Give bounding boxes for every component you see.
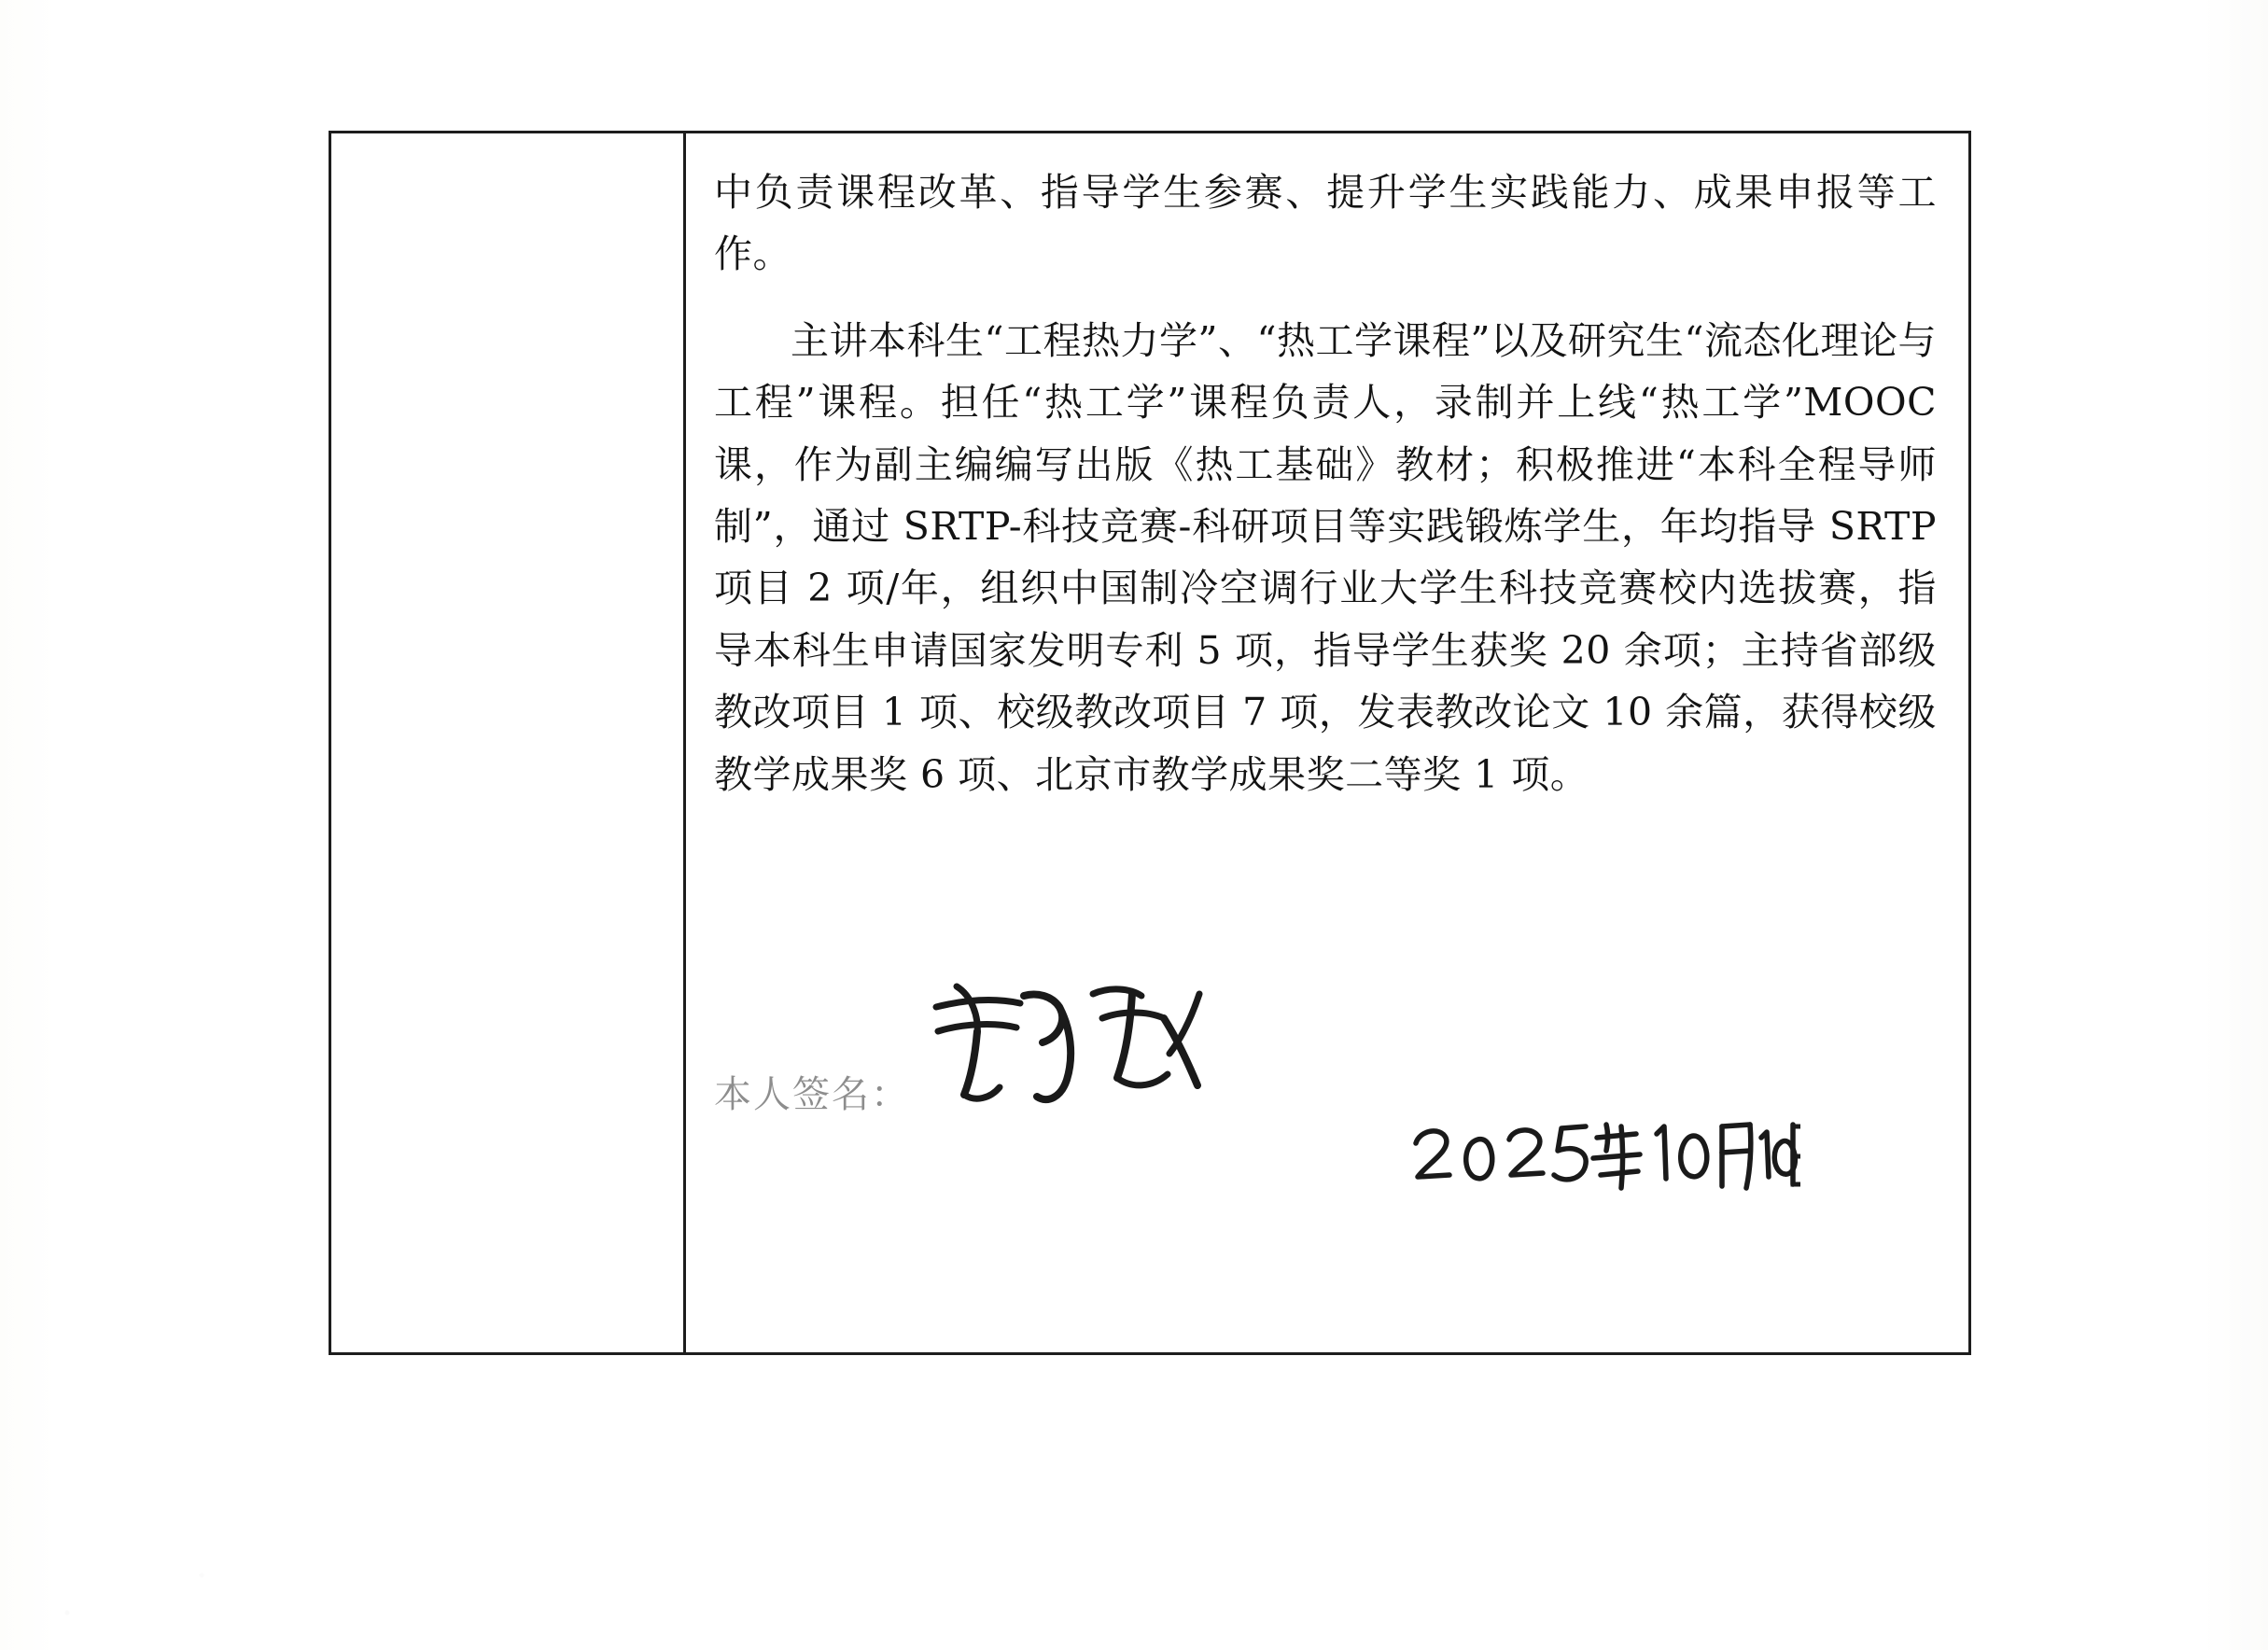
signature-row	[714, 981, 1237, 1121]
signature-label: 本人签名：	[714, 1073, 910, 1116]
handwritten-signature	[919, 981, 1237, 1121]
handwritten-date	[1408, 1110, 1800, 1212]
table-right-column	[686, 133, 1968, 1352]
paragraph-continuation: 中负责课程改革、指导学生参赛、提升学生实践能力、成果申报等工作。	[714, 170, 1937, 277]
table-left-column	[331, 133, 686, 1352]
paragraph-teaching-summary: 主讲本科生“工程热力学”、“热工学课程”以及研究生“流态化理论与工程”课程。担任“热工学”课程负责人，录制并上线“热工学”MOOC 课，作为副主编编写出版《热工基础》教材；积极推进“本科全程导师制”，通过 SRTP-科技竞赛-科研项目等实践锻炼学生，年均指导 SRTP 项目 2 项/年，组织中国制冷空调行业大学生科技竞赛校内选拔赛，指导本科生申请国家发明专利 5 项，指导学生获奖 20 余项；主持省部级教改项目 1 项、校级教改项目 7 项，发表教改论文 10 余篇，获得校级教学成果奖 6 项、北京市教学成果奖二等奖 1 项。	[714, 317, 1937, 797]
form-table	[329, 131, 1971, 1355]
